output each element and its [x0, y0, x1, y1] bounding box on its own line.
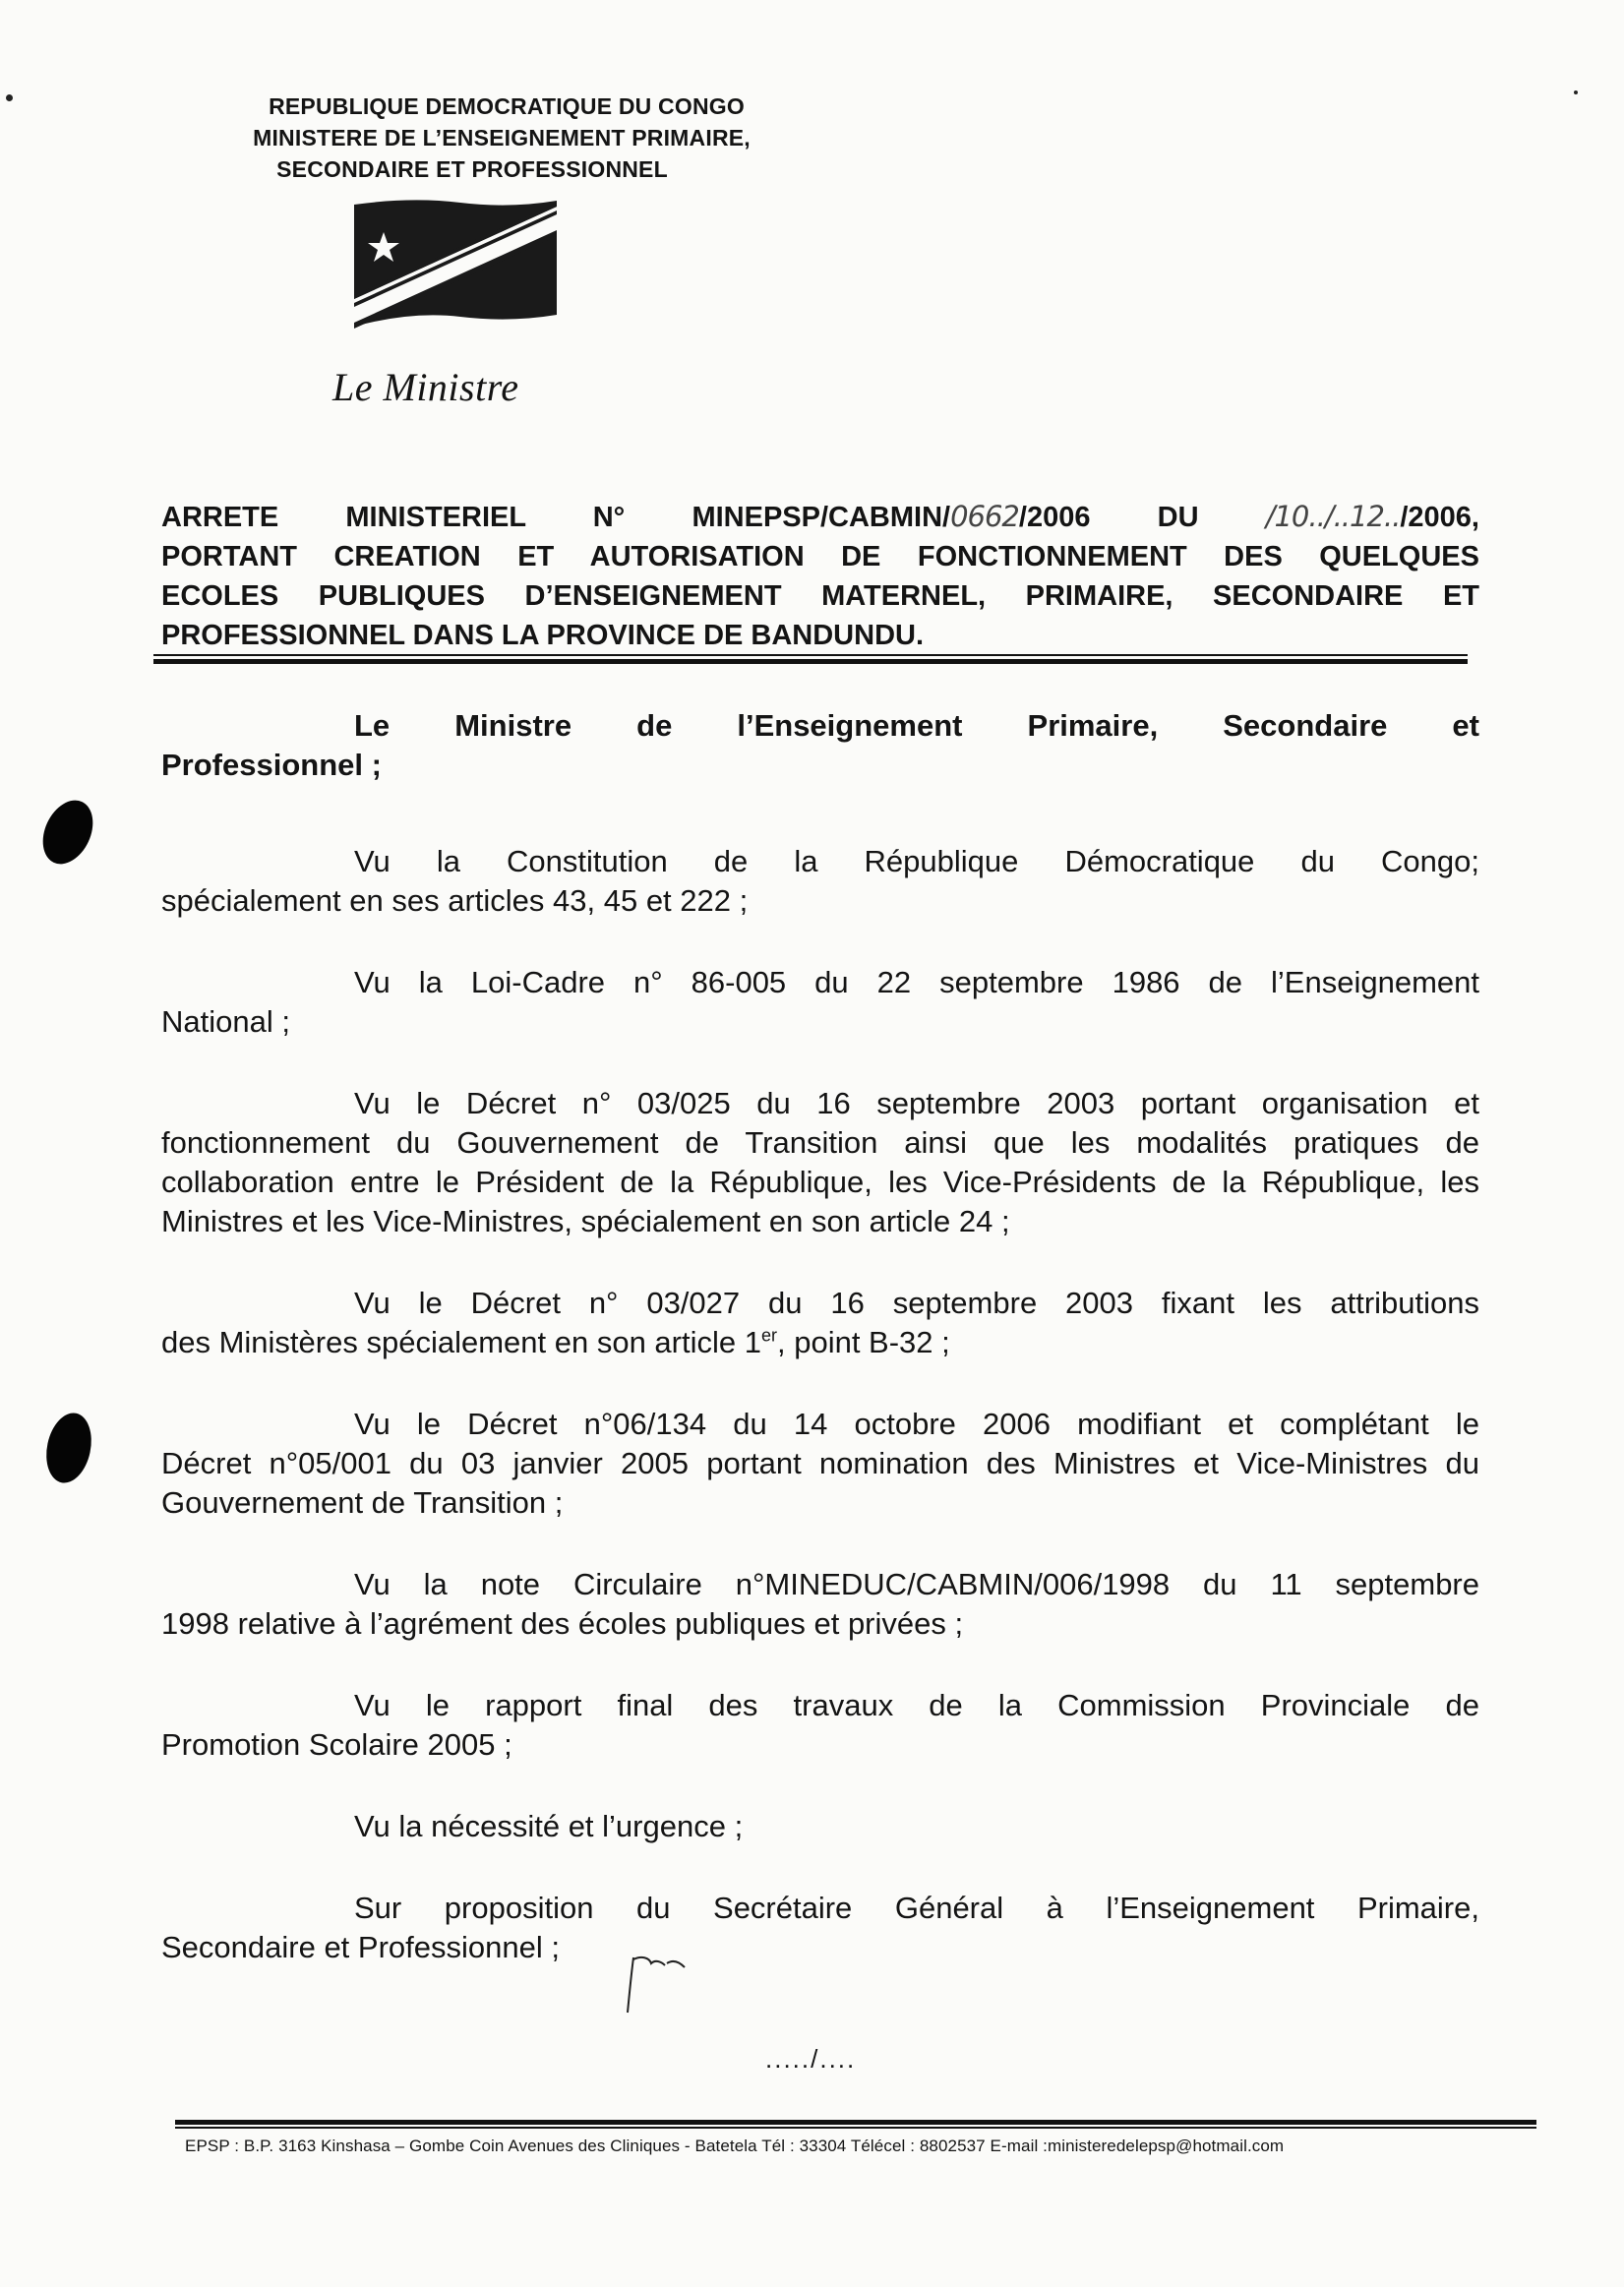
considerant-decret-06-134 [161, 1405, 1479, 1523]
paragraph-rest: Secondaire et Professionnel ; [161, 1930, 560, 1964]
decree-date-handwritten: /10../..12.. [1265, 500, 1401, 533]
decree-title-row-2: PORTANT CREATION ET AUTORISATION DE FONCTIONNEMENT DES QUELQUES [161, 541, 1479, 572]
paragraph-first-line: Sur proposition du Secrétaire Général à l’Enseignement Primaire, [354, 1891, 1479, 1925]
considerant-note-circulaire [161, 1565, 1479, 1644]
paragraph-rest: fonctionnement du Gouvernement de Transition ainsi que les modalités pratiques de collaboration entre le Président de la République, les Vice-Présidents de la République, les Ministres et les Vice-Ministres, spécialement en son article 24 ; [161, 1125, 1479, 1238]
decree-title-row-4: PROFESSIONNEL DANS LA PROVINCE DE BANDUNDU. [161, 620, 925, 651]
punch-hole-mark [33, 792, 102, 872]
scan-speck [6, 94, 13, 101]
paragraph-single-line: Vu la nécessité et l’urgence ; [354, 1809, 744, 1843]
letterhead [187, 90, 816, 185]
paragraph-first-line: Vu la Loi-Cadre n° 86-005 du 22 septembre 1986 de l’Enseignement [354, 965, 1479, 999]
decree-year-du: /2006 DU [1018, 502, 1266, 533]
superscript: er [760, 1325, 777, 1346]
paragraph-rest-text: des Ministères spécialement en son article 1 [161, 1325, 761, 1359]
paragraph-rest-text: , point B-32 ; [776, 1325, 950, 1359]
drc-flag-emblem [352, 197, 559, 334]
footer-divider [175, 2120, 1536, 2129]
considerant-decret-03-027 [161, 1284, 1479, 1362]
considerant-loi-cadre [161, 963, 1479, 1042]
decree-body [161, 706, 1479, 2010]
title-divider [153, 654, 1468, 664]
considerant-constitution [161, 842, 1479, 921]
paragraph-first-line: Vu le Décret n°06/134 du 14 octobre 2006 modifiant et complétant le [354, 1407, 1479, 1441]
considerant-urgence [161, 1807, 1479, 1846]
paragraph-first-line: Vu le Décret n° 03/025 du 16 septembre 2003 portant organisation et [354, 1086, 1479, 1120]
paragraph-rest: 1998 relative à l’agrément des écoles publiques et privées ; [161, 1606, 964, 1641]
decree-title-row-1 [161, 497, 1479, 537]
footer-address: EPSP : B.P. 3163 Kinshasa – Gombe Coin Avenues des Cliniques - Batetela Tél : 33304 Télécel : 8802537 E-mail :ministeredelepsp@hotmail.com [185, 2137, 1285, 2155]
paragraph-first-line: Vu le Décret n° 03/027 du 16 septembre 2003 fixant les attributions [354, 1286, 1479, 1320]
paragraph-rest [161, 1323, 1479, 1362]
paragraph-first-line: Vu la Constitution de la République Démocratique du Congo; [354, 844, 1479, 878]
scan-speck [1574, 90, 1578, 94]
minister-preamble [161, 706, 1479, 785]
paragraph-rest: National ; [161, 1004, 290, 1039]
decree-number-handwritten: 0662 [950, 500, 1019, 533]
paragraph-rest: Décret n°05/001 du 03 janvier 2005 portant nomination des Ministres et Vice-Ministres du Gouvernement de Transition ; [161, 1446, 1479, 1520]
paragraph-first-line: Vu le rapport final des travaux de la Commission Provinciale de [354, 1688, 1479, 1722]
paragraph-rest: Professionnel ; [161, 748, 382, 782]
ministry-name-continued: SECONDAIRE ET PROFESSIONNEL [276, 156, 668, 182]
decree-year: /2006, [1400, 502, 1479, 533]
decree-title-row-3: ECOLES PUBLIQUES D’ENSEIGNEMENT MATERNEL, PRIMAIRE, SECONDAIRE ET [161, 580, 1479, 612]
paragraph-first-line: Vu la note Circulaire n°MINEDUC/CABMIN/006/1998 du 11 septembre [354, 1567, 1479, 1601]
considerant-rapport-final [161, 1686, 1479, 1765]
handwritten-initials [620, 1948, 728, 2016]
decree-title [161, 497, 1479, 655]
ministry-name: MINISTERE DE L’ENSEIGNEMENT PRIMAIRE, [253, 125, 751, 150]
decree-prefix: ARRETE MINISTERIEL N° MINEPSP/CABMIN/ [161, 502, 951, 533]
page-continuation-mark: ...../.... [765, 2044, 857, 2074]
considerant-decret-03-025 [161, 1084, 1479, 1241]
country-name: REPUBLIQUE DEMOCRATIQUE DU CONGO [269, 93, 745, 119]
considerant-proposition [161, 1889, 1479, 1967]
minister-title: Le Ministre [332, 365, 519, 409]
paragraph-first-line: Le Ministre de l’Enseignement Primaire, Secondaire et [354, 708, 1479, 743]
paragraph-rest: Promotion Scolaire 2005 ; [161, 1727, 512, 1762]
punch-hole-mark [40, 1409, 97, 1487]
paragraph-rest: spécialement en ses articles 43, 45 et 222 ; [161, 883, 749, 918]
